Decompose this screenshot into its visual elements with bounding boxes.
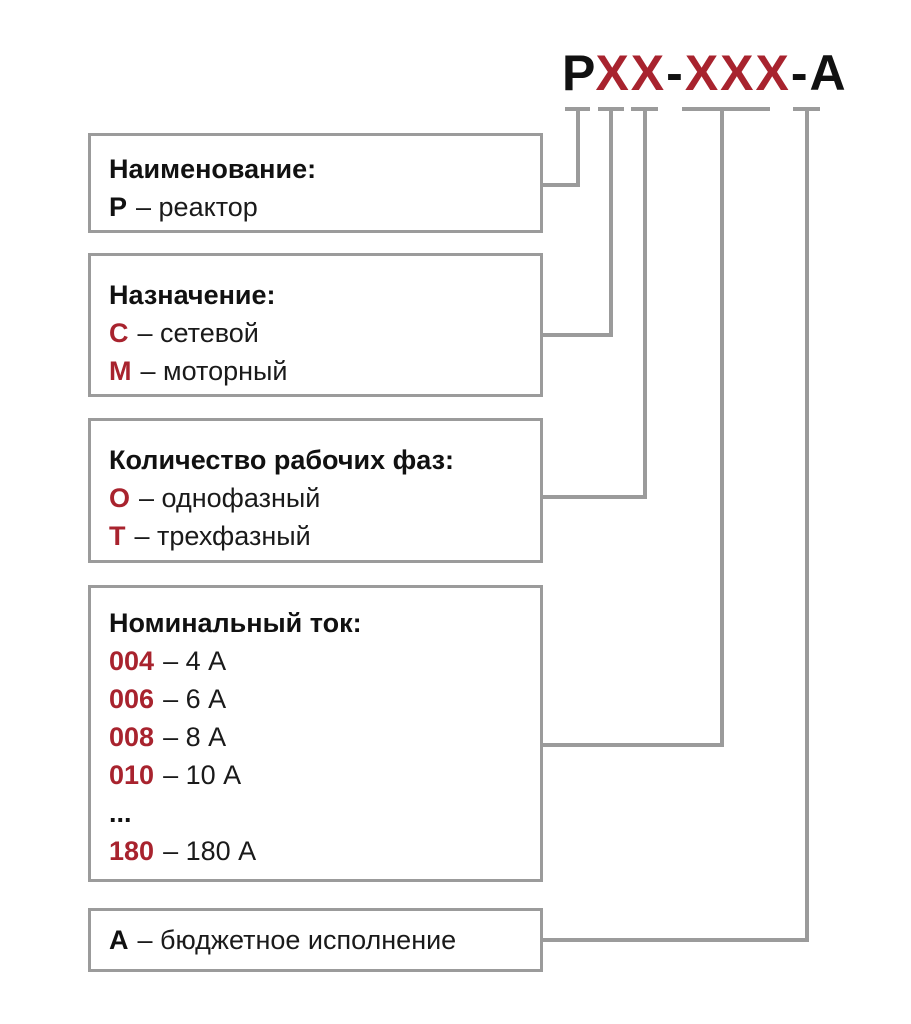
code-description: – 8 А [163, 722, 227, 752]
legend-row [109, 680, 526, 718]
legend-row [109, 718, 526, 756]
legend-row [109, 642, 526, 680]
connector-current-cap [682, 107, 770, 111]
connector-name-stem [576, 107, 580, 187]
code-value: С [109, 318, 129, 348]
legend-row [109, 921, 456, 959]
legend-row [109, 188, 526, 226]
code-value: 008 [109, 722, 155, 752]
connector-current-stem [720, 107, 724, 747]
box-title: Количество рабочих фаз: [109, 445, 455, 475]
code-segment-version: А [809, 45, 848, 101]
connector-purpose-stem [609, 107, 613, 337]
legend-row [109, 314, 526, 352]
box-current [88, 585, 543, 882]
code-description: – моторный [140, 356, 288, 386]
box-budget-version [88, 908, 543, 972]
connector-name-link [543, 183, 580, 187]
code-segment-purpose-phase: ХХ [595, 45, 667, 101]
connector-version-stem [805, 107, 809, 942]
code-description: – бюджетное исполнение [137, 925, 457, 955]
code-value: 006 [109, 684, 155, 714]
ellipsis: ... [109, 798, 132, 828]
code-description: – 6 А [163, 684, 227, 714]
legend-row-ellipsis [109, 794, 526, 832]
box-purpose [88, 253, 543, 397]
code-description: – сетевой [137, 318, 259, 348]
legend-row [109, 517, 526, 555]
code-description: – 180 А [163, 836, 257, 866]
connector-phases-link [543, 495, 647, 499]
code-value: О [109, 483, 131, 513]
legend-row [109, 479, 526, 517]
legend-row [109, 832, 526, 870]
code-segment-name: Р [562, 45, 596, 101]
box-phases [88, 418, 543, 563]
box-title: Номинальный ток: [109, 608, 362, 638]
code-value: А [109, 925, 129, 955]
code-segment-dash1: - [666, 45, 685, 101]
code-segment-current: ХХХ [684, 45, 791, 101]
code-value: 010 [109, 760, 155, 790]
code-description: – однофазный [139, 483, 321, 513]
legend-row [109, 756, 526, 794]
code-description: – реактор [136, 192, 258, 222]
code-description: – 10 А [163, 760, 242, 790]
legend-row [109, 352, 526, 390]
code-value: 004 [109, 646, 155, 676]
box-name [88, 133, 543, 233]
code-description: – 4 А [163, 646, 227, 676]
connector-current-link [543, 743, 724, 747]
code-segment-dash2: - [790, 45, 810, 101]
connector-version-link [543, 938, 809, 942]
connector-purpose-link [543, 333, 613, 337]
code-description: – трехфазный [134, 521, 311, 551]
box-title: Наименование: [109, 154, 317, 184]
code-value: М [109, 356, 132, 386]
product-code [562, 46, 848, 101]
box-title: Назначение: [109, 280, 276, 310]
code-value: 180 [109, 836, 155, 866]
code-value: Т [109, 521, 126, 551]
code-value: Р [109, 192, 128, 222]
connector-phases-stem [643, 107, 647, 499]
